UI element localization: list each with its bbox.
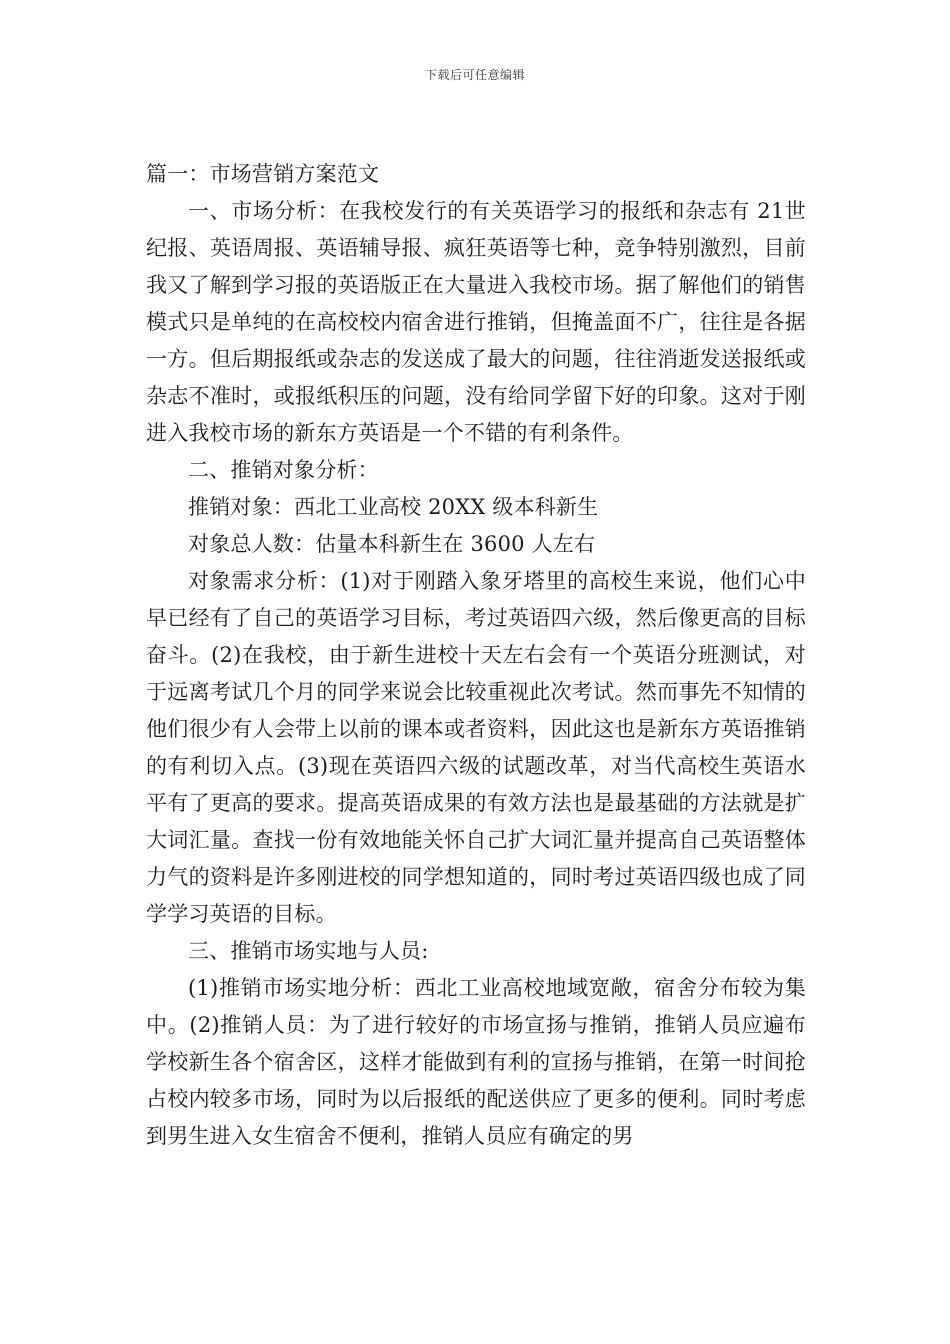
paragraph-needs-analysis: 对象需求分析：(1)对于刚踏入象牙塔里的高校生来说，他们心中早已经有了自己的英语学习目标，考过英语四六级，然后像更高的目标奋斗。(2)在我校，由于新生进校十天左右会有一个英语分班测试，对于远离考试几个月的同学来说会比较重视此次考试。然而事先不知情的他们很少有人会带上以前的课本或者资料，因此这也是新东方英语推销的有利切入点。(3)现在英语四六级的试题改革，对当代高校生英语水平有了更高的要求。提高英语成果的有效方法也是最基础的方法就是扩大词汇量。查找一份有效地能关怀自己扩大词汇量并提高自己英语整体力气的资料是许多刚进校的同学想知道的，同时考过英语四级也成了同学学习英语的目标。 (146, 569, 806, 926)
document-title: 篇一：市场营销方案范文 (146, 162, 380, 186)
paragraph-market-staff: (1)推销市场实地分析：西北工业高校地域宽敞，宿舍分布较为集中。(2)推销人员：为了进行较好的市场宣扬与推销，推销人员应遍布学校新生各个宿舍区，这样才能做到有利的宣扬与推销，在第一时间抢占校内较多市场，同时为以后报纸的配送供应了更多的便利。同时考虑到男生进入女生宿舍不便利，推销人员应有确定的男 (146, 976, 806, 1148)
document-body (146, 156, 806, 1155)
header-note: 下载后可任意编辑 (424, 68, 525, 82)
paragraph-market-analysis: 一、市场分析：在我校发行的有关英语学习的报纸和杂志有 21世纪报、英语周报、英语辅导报、疯狂英语等七种，竞争特别激烈，目前我又了解到学习报的英语版正在大量进入我校市场。据了解他们的销售模式只是单纯的在高校校内宿舍进行推销，但掩盖面不广，往往是各据一方。但后期报纸或杂志的发送成了最大的问题，往往消逝发送报纸或杂志不准时，或报纸积压的问题，没有给同学留下好的印象。这对于刚进入我校市场的新东方英语是一个不错的有利条件。 (146, 199, 806, 445)
paragraph-target-heading: 二、推销对象分析： (188, 458, 379, 482)
paragraph-market-staff-heading: 三、推销市场实地与人员: (188, 939, 429, 963)
paragraph-target: 推销对象：西北工业高校 20XX 级本科新生 (188, 495, 599, 519)
paragraph-target-count: 对象总人数：估量本科新生在 3600 人左右 (188, 532, 596, 556)
